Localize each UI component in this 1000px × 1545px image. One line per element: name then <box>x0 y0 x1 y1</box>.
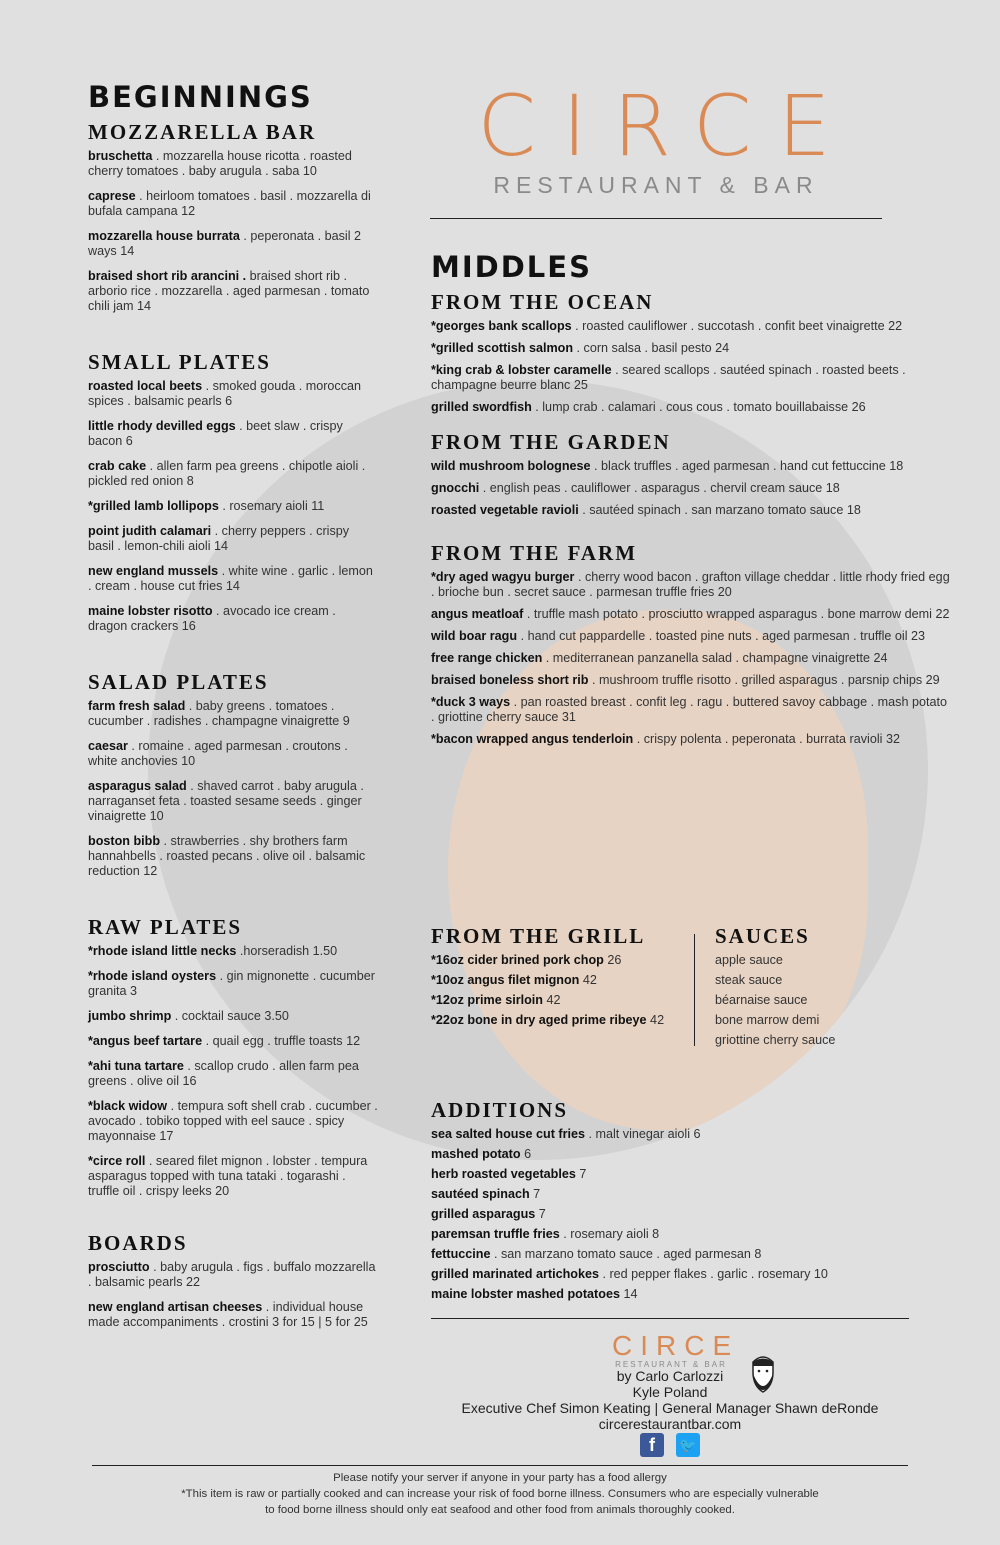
beginnings-column <box>88 80 378 1340</box>
sauce-item: bone marrow demi <box>715 1013 820 1027</box>
menu-item-description: . cherry wood bacon . grafton village cheddar . little rhody fried egg . brioche bun . secret sauce . parmesan truffle fries 20 <box>431 570 950 599</box>
section-heading: FROM THE OCEAN <box>431 290 654 314</box>
menu-item-description: . beet slaw . crispy bacon 6 <box>88 419 343 448</box>
menu-item-description: . avocado ice cream . dragon crackers 16 <box>88 604 336 633</box>
menu-item-name: grilled asparagus <box>431 1207 536 1221</box>
menu-item-name: *rhode island oysters <box>88 969 217 983</box>
menu-item <box>431 993 691 1008</box>
section-heading: BOARDS <box>88 1231 188 1255</box>
menu-item <box>88 834 378 879</box>
menu-item-name: *grilled lamb lollipops <box>88 499 219 513</box>
menu-item-description: . smoked gouda . moroccan spices . balsamic pearls 6 <box>88 379 361 408</box>
menu-item-name: jumbo shrimp <box>88 1009 172 1023</box>
menu-item-description: . tempura soft shell crab . cucumber . avocado . tobiko topped with eel sauce . spicy mayonnaise 17 <box>88 1099 378 1143</box>
menu-item-description: . seared filet mignon . lobster . tempura asparagus topped with tuna tataki . togarashi . truffle oil . crispy leeks 20 <box>88 1154 368 1198</box>
menu-item <box>431 732 951 747</box>
menu-item-name: *grilled scottish salmon <box>431 341 574 355</box>
menu-item <box>431 481 951 496</box>
menu-item-name: *duck 3 ways <box>431 695 511 709</box>
middles-column <box>431 250 951 754</box>
menu-item <box>431 651 951 666</box>
menu-item-name: grilled swordfish <box>431 400 532 414</box>
menu-item-description: . baby arugula . figs . buffalo mozzarella . balsamic pearls 22 <box>88 1260 376 1289</box>
grill-heading: FROM THE GRILL <box>431 924 646 948</box>
menu-item <box>88 1034 378 1049</box>
credit-staff: Executive Chef Simon Keating | General Manager Shawn deRonde <box>461 1400 879 1416</box>
menu-item <box>88 604 378 634</box>
menu-item <box>88 564 378 594</box>
menu-item-name: free range chicken <box>431 651 543 665</box>
menu-item-name: *dry aged wagyu burger <box>431 570 575 584</box>
menu-item-name: crab cake <box>88 459 147 473</box>
menu-item-description: . pan roasted breast . confit leg . ragu . buttered savoy cabbage . mash potato . griottine cherry sauce 31 <box>431 695 947 724</box>
menu-item-name: prosciutto <box>88 1260 150 1274</box>
menu-item-description: . shaved carrot . baby arugula . narraganset feta . toasted sesame seeds . ginger vinaigrette 10 <box>88 779 364 823</box>
menu-item-name: *bacon wrapped angus tenderloin <box>431 732 634 746</box>
menu-item-name: new england mussels <box>88 564 219 578</box>
menu-item <box>431 629 951 644</box>
menu-item-description: . lump crab . calamari . cous cous . tomato bouillabaisse 26 <box>531 400 866 414</box>
menu-item <box>431 363 951 393</box>
menu-item-description: . mozzarella house ricotta . roasted cherry tomatoes . baby arugula . saba 10 <box>88 149 352 178</box>
menu-item <box>431 1127 911 1142</box>
logo-divider <box>430 218 882 219</box>
menu-item-name: grilled marinated artichokes <box>431 1267 599 1281</box>
menu-item-name: new england artisan cheeses <box>88 1300 263 1314</box>
menu-item <box>88 189 378 219</box>
menu-item <box>88 1059 378 1089</box>
menu-item <box>431 695 951 725</box>
menu-item <box>88 229 378 259</box>
menu-item <box>88 699 378 729</box>
menu-item <box>431 1227 911 1242</box>
menu-item-description: . rosemary aioli 11 <box>218 499 325 513</box>
menu-item-description: . black truffles . aged parmesan . hand cut fettuccine 18 <box>590 459 904 473</box>
section-heading: SALAD PLATES <box>88 670 269 694</box>
menu-item-name: mozzarella house burrata <box>88 229 240 243</box>
facebook-icon[interactable]: f <box>640 1433 664 1457</box>
menu-item-name: caprese <box>88 189 136 203</box>
menu-item-description: 7 <box>535 1207 546 1221</box>
menu-item-name: little rhody devilled eggs <box>88 419 236 433</box>
menu-item-description: . sautéed spinach . san marzano tomato sauce 18 <box>578 503 861 517</box>
menu-item-description: 42 <box>579 973 597 987</box>
menu-item-description: . romaine . aged parmesan . croutons . white anchovies 10 <box>88 739 348 768</box>
menu-item-name: *ahi tuna tartare <box>88 1059 184 1073</box>
notice-line-3: to food borne illness should only eat seafood and other food from animals thoroughly cooked. <box>265 1504 735 1516</box>
menu-item <box>88 269 378 314</box>
sauce-item: apple sauce <box>715 953 783 967</box>
menu-item-name: wild mushroom bolognese <box>431 459 591 473</box>
menu-item-description: . allen farm pea greens . chipotle aioli . pickled red onion 8 <box>88 459 366 488</box>
menu-item-name: *rhode island little necks <box>88 944 237 958</box>
section-heading: RAW PLATES <box>88 915 243 939</box>
menu-item-name: braised short rib arancini . <box>88 269 247 283</box>
menu-item-name: braised boneless short rib <box>431 673 589 687</box>
menu-item <box>88 1009 378 1024</box>
twitter-icon[interactable]: 🐦 <box>676 1433 700 1457</box>
menu-item-description: . baby greens . tomatoes . cucumber . radishes . champagne vinaigrette 9 <box>88 699 350 728</box>
menu-item-description: . rosemary aioli 8 <box>559 1227 660 1241</box>
menu-item <box>88 419 378 449</box>
menu-item-description: 7 <box>575 1167 587 1181</box>
menu-item-description: . san marzano tomato sauce . aged parmesan 8 <box>490 1247 762 1261</box>
menu-item-description: . peperonata . basil 2 ways 14 <box>88 229 361 258</box>
menu-item-description: . cherry peppers . crispy basil . lemon-chili aioli 14 <box>88 524 350 553</box>
menu-item <box>88 944 378 959</box>
middles-heading: MIDDLES <box>431 250 592 284</box>
menu-item-name: caesar <box>88 739 128 753</box>
menu-item-description: . scallop crudo . allen farm pea greens . olive oil 16 <box>88 1059 359 1088</box>
footer-logo-title: CIRCE <box>612 1330 740 1361</box>
menu-item <box>431 673 951 688</box>
menu-item-description: 42 <box>646 1013 665 1027</box>
menu-item-name: roasted vegetable ravioli <box>431 503 579 517</box>
menu-item-name: *10oz angus filet mignon <box>431 973 580 987</box>
sauce-item: steak sauce <box>715 973 783 987</box>
menu-item-name: herb roasted vegetables <box>431 1167 576 1181</box>
menu-item-name: sea salted house cut fries <box>431 1127 585 1141</box>
menu-item <box>431 973 691 988</box>
menu-item-description: . mediterranean panzanella salad . champagne vinaigrette 24 <box>542 651 888 665</box>
menu-item <box>431 400 951 415</box>
menu-item-description: . malt vinegar aioli 6 <box>585 1127 701 1141</box>
menu-item-description: . seared scallops . sautéed spinach . roasted beets . champagne beurre blanc 25 <box>431 363 906 392</box>
menu-item <box>431 953 691 968</box>
sauce-item: béarnaise sauce <box>715 993 808 1007</box>
menu-item-description: . strawberries . shy brothers farm hannahbells . roasted pecans . olive oil . balsamic reduction 12 <box>88 834 366 878</box>
sauce-item: griottine cherry sauce <box>715 1033 836 1047</box>
menu-item-description: .horseradish 1.50 <box>236 944 338 958</box>
menu-item <box>431 1187 911 1202</box>
menu-item <box>431 1167 911 1182</box>
menu-item-description: . quail egg . truffle toasts 12 <box>202 1034 361 1048</box>
menu-item-name: boston bibb <box>88 834 161 848</box>
menu-item-description: . english peas . cauliflower . asparagus . chervil cream sauce 18 <box>479 481 840 495</box>
menu-item-name: *circe roll <box>88 1154 146 1168</box>
grill-section <box>431 924 691 1033</box>
footer-logo-subtitle: RESTAURANT & BAR <box>615 1360 727 1369</box>
menu-item <box>88 499 378 514</box>
menu-item <box>431 503 951 518</box>
menu-item <box>431 1287 911 1302</box>
menu-item <box>431 607 951 622</box>
menu-item-name: gnocchi <box>431 481 480 495</box>
section-heading: SMALL PLATES <box>88 350 271 374</box>
menu-item <box>88 149 378 179</box>
menu-item-name: *angus beef tartare <box>88 1034 203 1048</box>
brand-subtitle: RESTAURANT & BAR <box>493 172 819 198</box>
menu-item-description: . truffle mash potato . prosciutto wrapped asparagus . bone marrow demi 22 <box>523 607 950 621</box>
brand-title: CIRCE <box>477 77 857 175</box>
beginnings-heading: BEGINNINGS <box>88 80 313 114</box>
menu-item-name: fettuccine <box>431 1247 491 1261</box>
additions-heading: ADDITIONS <box>431 1098 569 1122</box>
menu-item-name: farm fresh salad <box>88 699 186 713</box>
menu-item-name: *georges bank scallops <box>431 319 572 333</box>
menu-item-description: . red pepper flakes . garlic . rosemary 10 <box>598 1267 828 1281</box>
allergy-notice <box>100 1470 900 1518</box>
sauces-heading: SAUCES <box>715 924 810 948</box>
menu-item-description: 26 <box>603 953 622 967</box>
section-heading: FROM THE GARDEN <box>431 430 671 454</box>
section-heading: MOZZARELLA BAR <box>88 120 317 144</box>
menu-item-name: angus meatloaf <box>431 607 524 621</box>
menu-item <box>88 779 378 824</box>
menu-item-name: *king crab & lobster caramelle <box>431 363 612 377</box>
menu-item-name: roasted local beets <box>88 379 203 393</box>
additions-section <box>431 1098 911 1307</box>
menu-item <box>431 570 951 600</box>
credit-partner: Kyle Poland <box>632 1384 708 1400</box>
menu-item-description: . roasted cauliflower . succotash . confit beet vinaigrette 22 <box>571 319 903 333</box>
menu-item <box>88 524 378 554</box>
menu-item-name: *black widow <box>88 1099 168 1113</box>
menu-item-name: paremsan truffle fries <box>431 1227 560 1241</box>
menu-item-description: . cocktail sauce 3.50 <box>171 1009 289 1023</box>
menu-item-description: . individual house made accompaniments . crostini 3 for 15 | 5 for 25 <box>88 1300 368 1329</box>
menu-item-description: 42 <box>542 993 561 1007</box>
menu-item-description: . corn salsa . basil pesto 24 <box>573 341 730 355</box>
menu-item-name: asparagus salad <box>88 779 187 793</box>
menu-item <box>431 459 951 474</box>
menu-item <box>431 1267 911 1282</box>
menu-item-description: 14 <box>619 1287 638 1301</box>
section-heading: FROM THE FARM <box>431 541 638 565</box>
menu-item <box>431 1013 691 1028</box>
footer-divider <box>92 1465 908 1466</box>
menu-item-name: *12oz prime sirloin <box>431 993 543 1007</box>
menu-item-description: . hand cut pappardelle . toasted pine nuts . aged parmesan . truffle oil 23 <box>517 629 926 643</box>
menu-item <box>88 1154 378 1199</box>
menu-item <box>88 1099 378 1144</box>
menu-item-description: . crispy polenta . peperonata . burrata ravioli 32 <box>633 732 900 746</box>
menu-item-name: bruschetta <box>88 149 153 163</box>
menu-item-description: . gin mignonette . cucumber granita 3 <box>88 969 375 998</box>
footer-logo <box>604 1332 738 1369</box>
menu-item <box>88 739 378 769</box>
grill-sauce-divider <box>694 934 695 1046</box>
menu-item <box>88 459 378 489</box>
notice-line-2: *This item is raw or partially cooked and can increase your risk of food borne illness. Consumers who are especially vulnerable <box>181 1488 819 1500</box>
menu-item <box>431 341 951 356</box>
menu-item <box>88 379 378 409</box>
website-link[interactable]: circerestaurantbar.com <box>598 1416 742 1432</box>
brand-logo <box>430 77 882 199</box>
menu-item-description: . mushroom truffle risotto . grilled asparagus . parsnip chips 29 <box>588 673 940 687</box>
menu-item-name: mashed potato <box>431 1147 521 1161</box>
menu-item-name: *22oz bone in dry aged prime ribeye <box>431 1013 647 1027</box>
menu-item-description: . white wine . garlic . lemon . cream . house cut fries 14 <box>88 564 373 593</box>
menu-item-name: wild boar ragu <box>431 629 518 643</box>
menu-item <box>88 969 378 999</box>
menu-item <box>88 1260 378 1290</box>
additions-divider <box>431 1318 909 1319</box>
menu-item-name: *16oz cider brined pork chop <box>431 953 604 967</box>
credit-by: by Carlo Carlozzi <box>616 1368 724 1384</box>
menu-item-description: . heirloom tomatoes . basil . mozzarella di bufala campana 12 <box>88 189 371 218</box>
menu-item-name: sautéed spinach <box>431 1187 530 1201</box>
menu-item <box>431 1207 911 1222</box>
menu-item-description: 6 <box>520 1147 532 1161</box>
menu-item <box>431 1247 911 1262</box>
menu-item-name: point judith calamari <box>88 524 212 538</box>
menu-item-description: braised short rib . arborio rice . mozzarella . aged parmesan . tomato chili jam 14 <box>88 269 370 313</box>
menu-item-description: 7 <box>529 1187 541 1201</box>
credits <box>431 1368 909 1432</box>
menu-item <box>431 319 951 334</box>
notice-line-1: Please notify your server if anyone in your party has a food allergy <box>333 1472 667 1484</box>
menu-item <box>88 1300 378 1330</box>
menu-item-name: maine lobster mashed potatoes <box>431 1287 620 1301</box>
sauces-section <box>715 924 915 1053</box>
menu-item <box>431 1147 911 1162</box>
menu-item-name: maine lobster risotto <box>88 604 213 618</box>
